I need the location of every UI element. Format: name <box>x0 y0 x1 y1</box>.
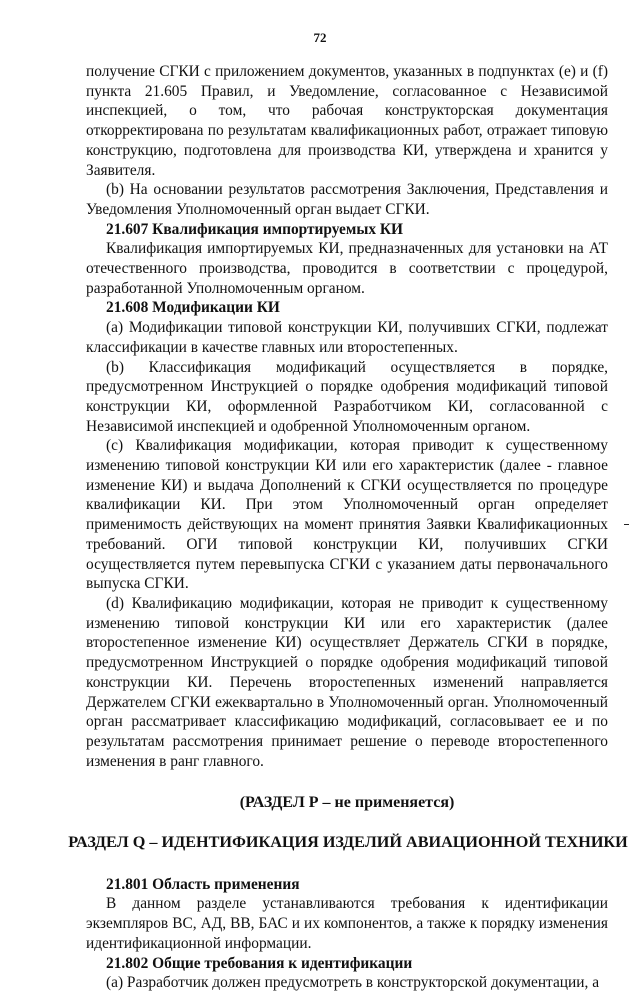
heading-21-801: 21.801 Область применения <box>106 875 300 893</box>
heading-21-802: 21.802 Общие требования к идентификации <box>106 954 413 972</box>
paragraph-21-802-a: (a) Разработчик должен предусмотреть в конструкторской документации, а <box>106 974 600 992</box>
paragraph-21-607: Квалификация импортируемых КИ, предназначенных для установки на АТ отечественного производства, проводится в соответствии с процедурой, разработанной Уполномоченным органом. <box>86 240 608 297</box>
paragraph-21-608-c: (c) Квалификация модификации, которая приводит к существенному изменению типовой конструкции КИ или его характеристик (далее - главное изменение КИ) и выдача Дополнений к СГКИ осуществляется по процедуре квалификации КИ. При этом Уполномоченный орган определяет применимость действующих на момент принятия Заявки Квалификационных требований. ОГИ типовой конструкции КИ, получивших СГКИ осуществляется путем перевыпуска СГКИ с указанием даты первоначального выпуска СГКИ. <box>86 437 608 593</box>
paragraph-21-608-d: (d) Квалификацию модификации, которая не приводит к существенному изменению типовой конструкции КИ или его характеристик (далее второстепенное изменение КИ) осуществляет Держатель СГКИ в порядке, предусмотренном Инструкцией о порядке одобрения модификаций типовой конструкции КИ. Перечень второстепенных изменений направляется Держателем СГКИ ежеквартально в Уполномоченный орган. Уполномоченный орган рассматривает классификацию модификаций, согласовывает ее и по результатам рассмотрения принимает решение о переводе второстепенного изменения в ранг главного. <box>86 594 608 770</box>
paragraph-21-606-b: (b) На основании результатов рассмотрения Заключения, Представления и Уведомления Уполномоченный орган выдает СГКИ. <box>86 181 608 218</box>
page-number: 72 <box>313 30 327 45</box>
section-q-heading: РАЗДЕЛ Q – ИДЕНТИФИКАЦИЯ ИЗДЕЛИЙ АВИАЦИОННОЙ ТЕХНИКИ <box>68 833 628 852</box>
heading-21-608: 21.608 Модификации КИ <box>106 299 280 317</box>
paragraph-21-608-b: (b) Классификация модификаций осуществляется в порядке, предусмотренном Инструкцией о порядке одобрения модификаций типовой конструкции КИ, оформленной Разработчиком КИ, согласованной с Независимой инспекцией и одобренной Уполномоченным органом. <box>86 358 608 435</box>
paragraph-continuation: получение СГКИ с приложением документов, указанных в подпунктах (e) и (f) пункта 21.605 Правил, и Уведомление, согласованное с Независимой инспекцией, о том, что рабочая конструкторская документация откорректирована по результатам квалификационных работ, отражает типовую конструкцию, подготовлена для производства КИ, утверждена и хранится у Заявителя. <box>86 63 608 179</box>
section-p-heading: (РАЗДЕЛ Р – не применяется) <box>239 794 455 812</box>
paragraph-21-801: В данном разделе устанавливаются требования к идентификации экземпляров ВС, АД, ВВ, БАС и их компонентов, а также к порядку изменения идентификационной информации. <box>86 895 608 952</box>
heading-21-607: 21.607 Квалификация импортируемых КИ <box>106 220 404 238</box>
margin-mark <box>624 524 629 525</box>
document-body <box>68 62 628 993</box>
paragraph-21-608-a: (a) Модификации типовой конструкции КИ, получивших СГКИ, подлежат классификации в качестве главных или второстепенных. <box>86 319 608 356</box>
